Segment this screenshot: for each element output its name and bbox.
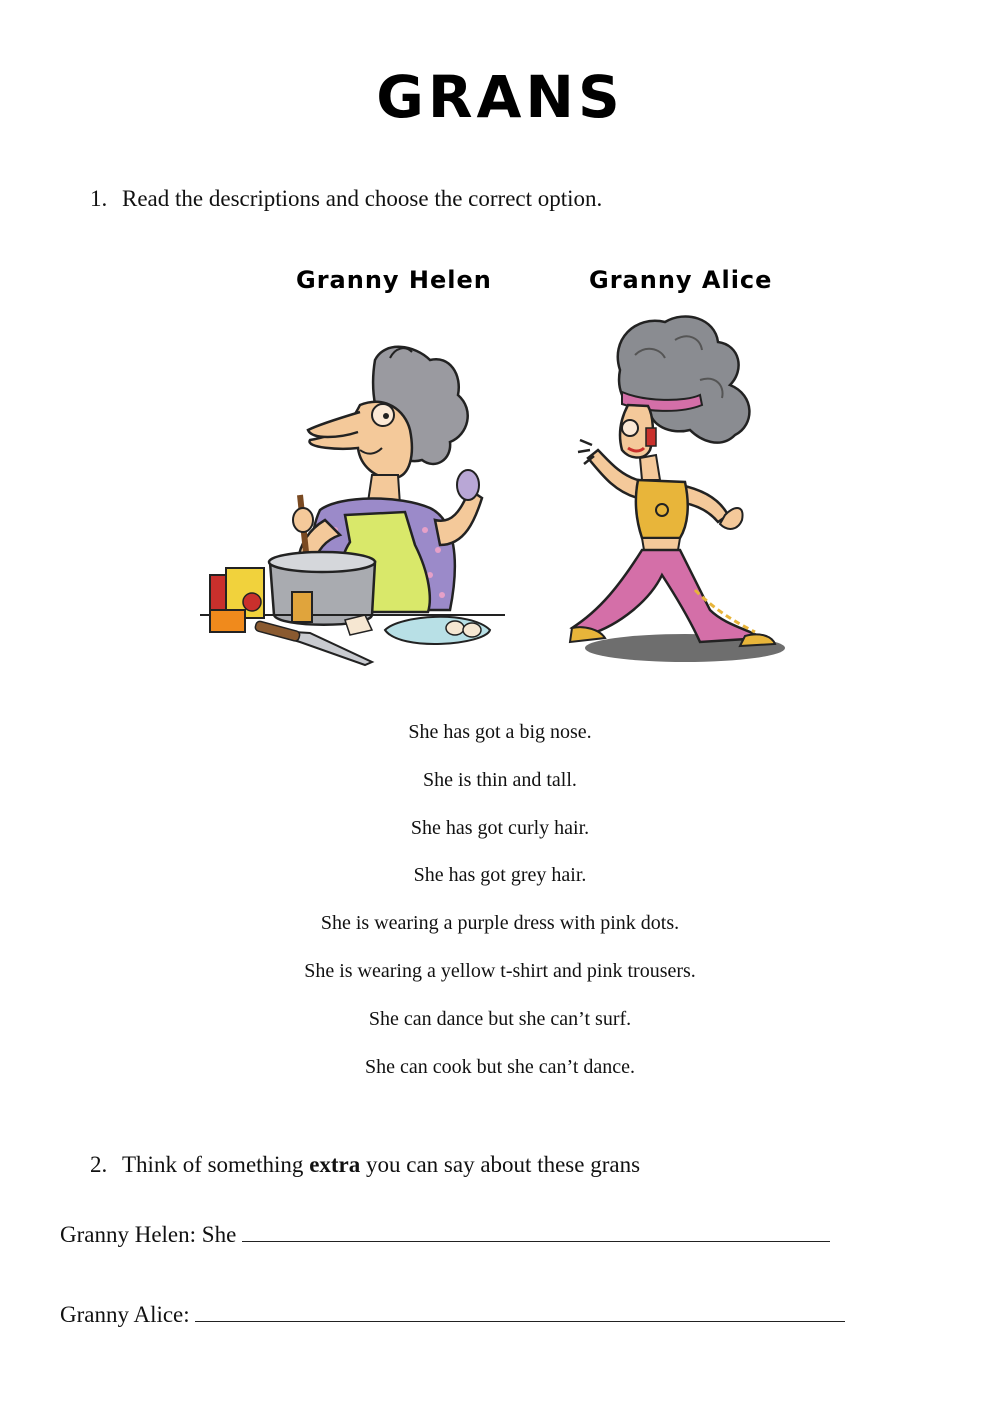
question-2-text-before: Think of something xyxy=(122,1152,310,1177)
question-1 xyxy=(90,184,602,214)
question-2-number: 2. xyxy=(90,1152,108,1177)
question-2 xyxy=(90,1150,640,1180)
description-item[interactable]: She has got curly hair. xyxy=(410,816,590,839)
granny-helen-heading: Granny Helen xyxy=(296,266,492,294)
answer-granny-helen-label: Granny Helen: She xyxy=(60,1222,237,1247)
description-item[interactable]: She is wearing a yellow t-shirt and pink trousers. xyxy=(304,959,696,982)
description-item[interactable]: She has got a big nose. xyxy=(408,721,592,743)
granny-alice-illustration xyxy=(550,310,795,670)
answer-granny-alice-label: Granny Alice: xyxy=(60,1302,190,1327)
description-item[interactable]: She is wearing a purple dress with pink dots. xyxy=(320,912,680,935)
page-title: GRANS xyxy=(376,63,624,131)
question-1-number: 1. xyxy=(90,186,108,211)
question-1-text: Read the descriptions and choose the correct option. xyxy=(122,186,603,211)
answer-granny-helen xyxy=(60,1217,830,1250)
description-item[interactable]: She is thin and tall. xyxy=(423,768,577,791)
question-2-bold-word: extra xyxy=(309,1152,361,1177)
description-item[interactable]: She can dance but she can’t surf. xyxy=(368,1007,632,1030)
description-item[interactable]: She can cook but she can’t dance. xyxy=(364,1055,636,1078)
answer-granny-helen-blank[interactable] xyxy=(242,1217,830,1242)
description-list xyxy=(0,718,1000,1100)
answer-granny-alice-blank[interactable] xyxy=(195,1297,845,1322)
granny-alice-heading: Granny Alice xyxy=(589,266,773,294)
description-item[interactable]: She has got grey hair. xyxy=(413,864,587,887)
granny-helen-illustration xyxy=(200,330,510,675)
answer-granny-alice xyxy=(60,1297,845,1330)
question-2-text-after: you can say about these grans xyxy=(360,1152,641,1177)
